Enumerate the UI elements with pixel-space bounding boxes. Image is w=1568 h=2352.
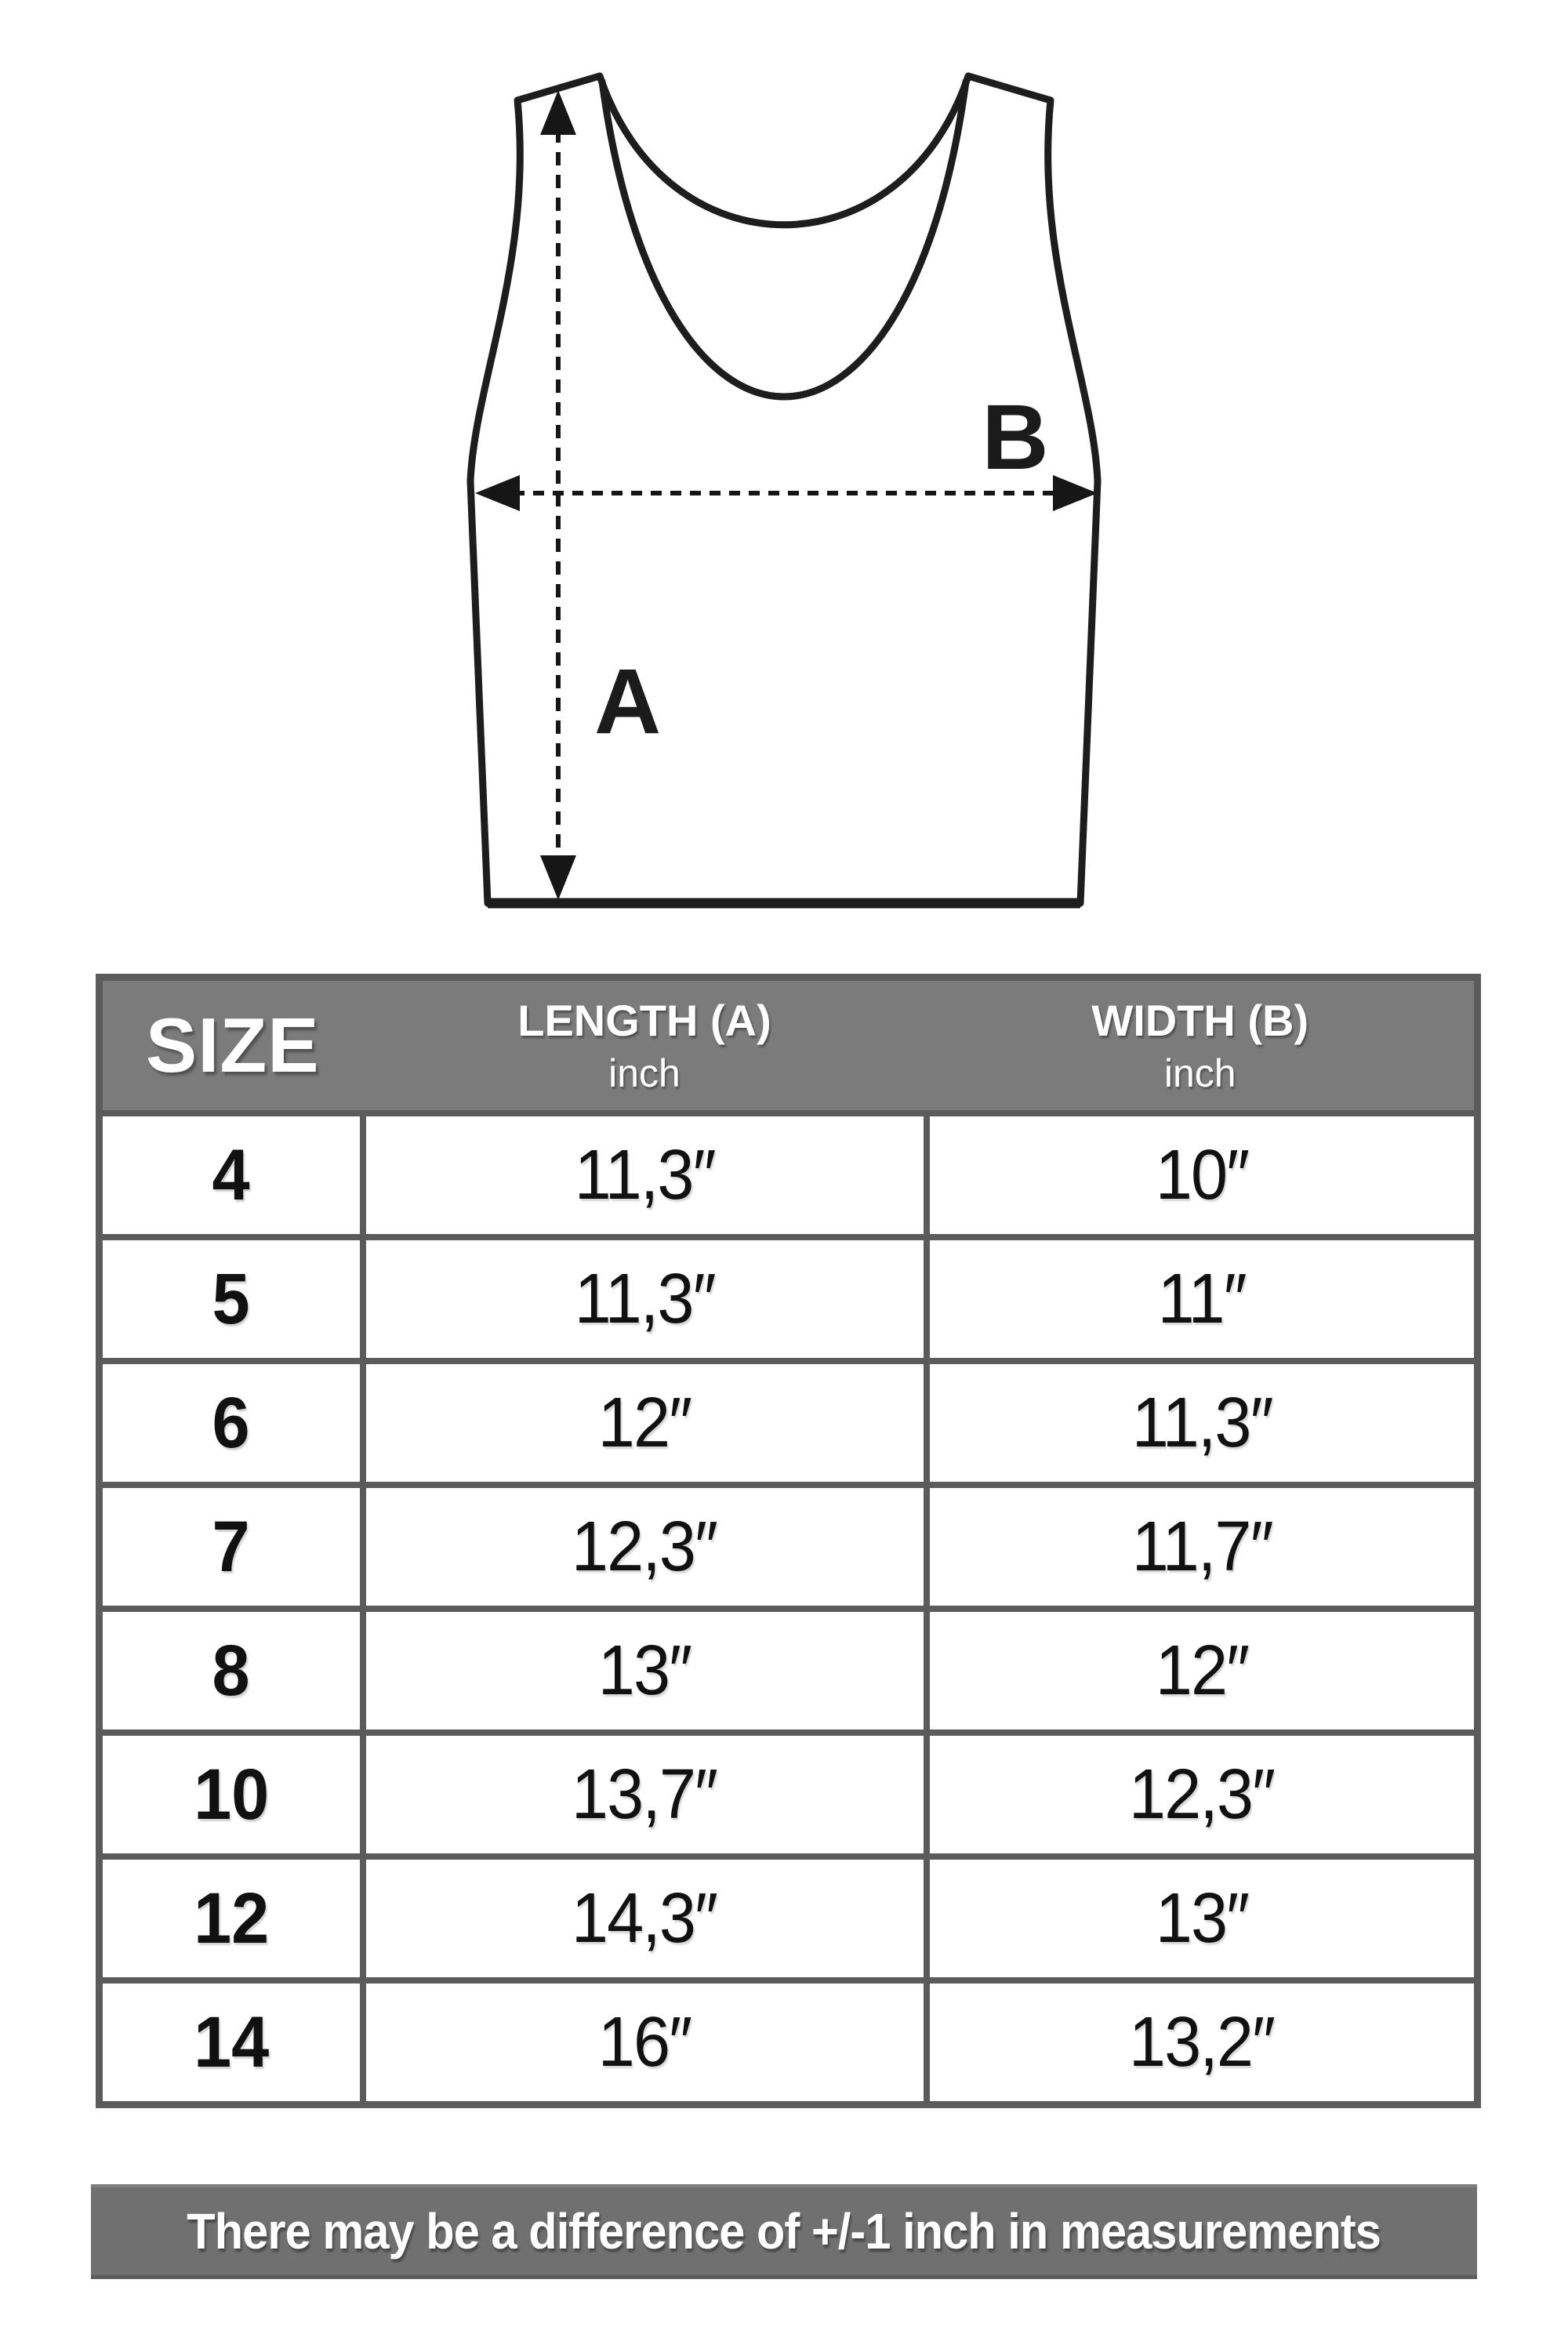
size-cell: 6: [100, 1361, 363, 1485]
table-header-row: [100, 978, 1478, 1114]
table-row: [100, 1609, 1478, 1733]
width-cell: 12″: [927, 1609, 1478, 1733]
length-cell: 16″: [363, 1980, 927, 2105]
header-size-label: SIZE: [145, 1002, 320, 1088]
width-cell: 13″: [927, 1857, 1478, 1980]
length-cell: 11,3″: [363, 1237, 927, 1361]
table-row: [100, 1361, 1478, 1485]
size-table: [96, 974, 1481, 2108]
length-cell: 14,3″: [363, 1857, 927, 1980]
length-cell: 13,7″: [363, 1733, 927, 1857]
length-cell: 11,3″: [363, 1113, 927, 1237]
length-cell: 13″: [363, 1609, 927, 1733]
width-cell: 11,7″: [927, 1485, 1478, 1609]
size-cell: 8: [100, 1609, 363, 1733]
width-cell: 10″: [927, 1113, 1478, 1237]
table-row: [100, 1857, 1478, 1980]
table-row: [100, 1113, 1478, 1237]
size-cell: 4: [100, 1113, 363, 1237]
header-size: [100, 978, 363, 1114]
size-cell: 12: [100, 1857, 363, 1980]
footer-note-bar: [91, 2184, 1477, 2279]
width-cell: 13,2″: [927, 1980, 1478, 2105]
size-cell: 10: [100, 1733, 363, 1857]
header-width: [927, 978, 1478, 1114]
width-cell: 12,3″: [927, 1733, 1478, 1857]
table-row: [100, 1980, 1478, 2105]
garment-diagram: [0, 0, 1568, 964]
size-cell: 14: [100, 1980, 363, 2105]
width-cell: 11,3″: [927, 1361, 1478, 1485]
header-length-label: LENGTH (A): [517, 996, 771, 1045]
header-length: [363, 978, 927, 1114]
table-row: [100, 1237, 1478, 1361]
width-cell: 11″: [927, 1237, 1478, 1361]
table-row: [100, 1733, 1478, 1857]
footer-note: There may be a difference of +/-1 inch in measurements: [187, 2203, 1381, 2259]
size-cell: 5: [100, 1237, 363, 1361]
width-arrow-label: B: [982, 386, 1049, 489]
header-length-unit: inch: [608, 1051, 681, 1095]
header-width-label: WIDTH (B): [1091, 996, 1309, 1045]
length-cell: 12″: [363, 1361, 927, 1485]
length-cell: 12,3″: [363, 1485, 927, 1609]
header-width-unit: inch: [1163, 1051, 1236, 1095]
length-arrow-label: A: [594, 650, 662, 753]
size-cell: 7: [100, 1485, 363, 1609]
garment-outline: [470, 76, 1098, 903]
table-row: [100, 1485, 1478, 1609]
